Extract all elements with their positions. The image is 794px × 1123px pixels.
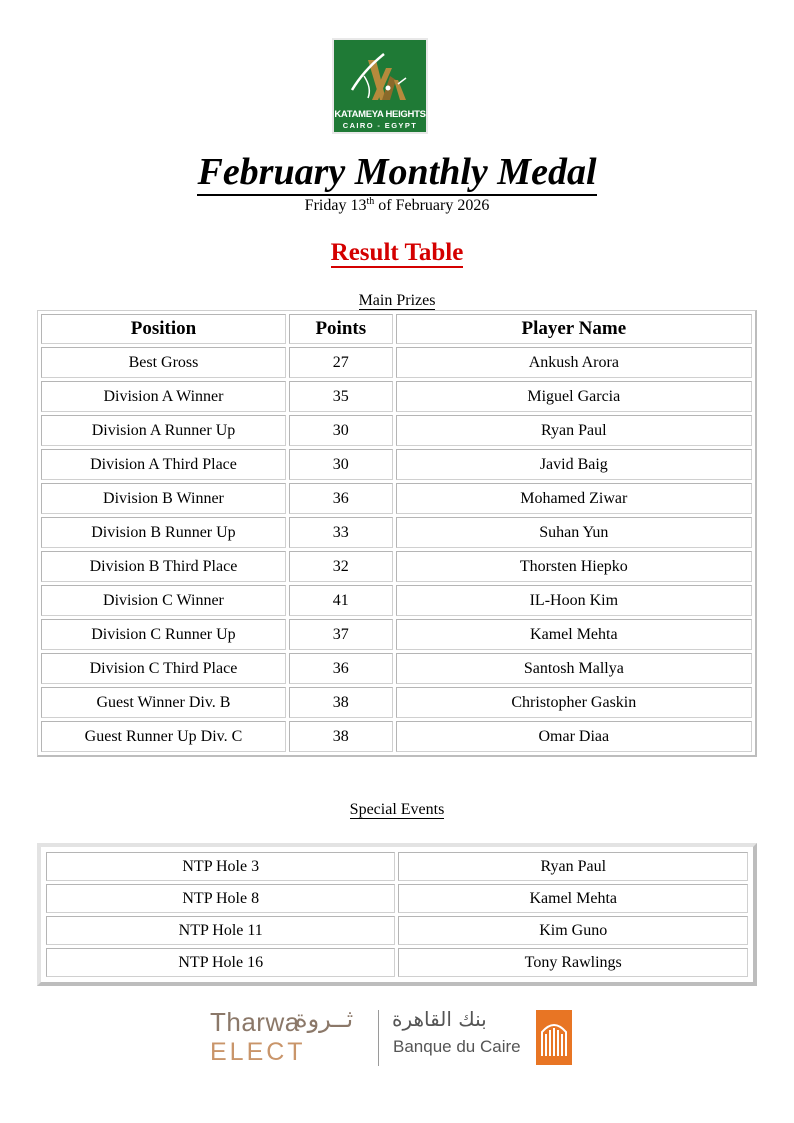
- logo-text: KATAMEYA HEIGHTS: [334, 109, 426, 120]
- table-row: [41, 721, 752, 752]
- points-cell: 30: [289, 449, 393, 480]
- player-name-cell: Thorsten Hiepko: [396, 551, 752, 582]
- table-row: [46, 884, 748, 913]
- position-cell: Guest Runner Up Div. C: [41, 721, 286, 752]
- position-cell: Division C Runner Up: [41, 619, 286, 650]
- tharwa-arabic-text: ثــروة: [295, 1005, 354, 1033]
- special-events-table: [37, 843, 757, 986]
- bank-arabic-text: بنك القاهرة: [392, 1007, 487, 1031]
- player-name-cell: Javid Baig: [396, 449, 752, 480]
- column-header-position: Position: [41, 314, 286, 344]
- position-cell: Division B Winner: [41, 483, 286, 514]
- position-cell: Division A Runner Up: [41, 415, 286, 446]
- event-cell: NTP Hole 3: [46, 852, 395, 881]
- bank-english-text: Banque du Caire: [393, 1037, 521, 1056]
- points-cell: 41: [289, 585, 393, 616]
- player-name-cell: Miguel Garcia: [396, 381, 752, 412]
- position-cell: Division C Third Place: [41, 653, 286, 684]
- sponsor-divider: [378, 1010, 379, 1066]
- points-cell: 36: [289, 653, 393, 684]
- table-row: [41, 415, 752, 446]
- points-cell: 38: [289, 687, 393, 718]
- table-row: [41, 585, 752, 616]
- table-row: [41, 381, 752, 412]
- page-title: [0, 150, 794, 194]
- player-name-cell: Mohamed Ziwar: [396, 483, 752, 514]
- tharwa-logo-text: Tharwa: [210, 1007, 300, 1037]
- position-cell: Division A Winner: [41, 381, 286, 412]
- table-row: [41, 687, 752, 718]
- event-date-suffix: th: [366, 196, 375, 207]
- position-cell: Division A Third Place: [41, 449, 286, 480]
- position-cell: Division B Third Place: [41, 551, 286, 582]
- points-cell: 36: [289, 483, 393, 514]
- player-name-cell: Ankush Arora: [396, 347, 752, 378]
- result-table-heading: [0, 238, 794, 268]
- winner-cell: Ryan Paul: [398, 852, 748, 881]
- points-cell: 35: [289, 381, 393, 412]
- table-row: [46, 852, 748, 881]
- table-row: [46, 948, 748, 977]
- table-header-row: [41, 314, 752, 344]
- winner-cell: Tony Rawlings: [398, 948, 748, 977]
- page-title-text: February Monthly Medal: [197, 151, 596, 196]
- player-name-cell: Christopher Gaskin: [396, 687, 752, 718]
- elect-logo-text: ELECT: [210, 1038, 306, 1066]
- main-prizes-table: [37, 310, 757, 757]
- main-prizes-label: [0, 291, 794, 311]
- event-date-day: Friday 13: [304, 197, 367, 214]
- column-header-points: Points: [289, 314, 393, 344]
- player-name-cell: Santosh Mallya: [396, 653, 752, 684]
- event-cell: NTP Hole 8: [46, 884, 395, 913]
- position-cell: Division B Runner Up: [41, 517, 286, 548]
- club-logo: [332, 38, 428, 134]
- table-row: [41, 517, 752, 548]
- special-events-label: [0, 800, 794, 820]
- event-date-rest: of February 2026: [374, 197, 490, 214]
- points-cell: 38: [289, 721, 393, 752]
- table-row: [41, 347, 752, 378]
- points-cell: 32: [289, 551, 393, 582]
- position-cell: Guest Winner Div. B: [41, 687, 286, 718]
- table-row: [46, 916, 748, 945]
- bank-emblem-icon: [536, 1010, 572, 1065]
- table-row: [41, 551, 752, 582]
- winner-cell: Kamel Mehta: [398, 884, 748, 913]
- main-prizes-label-text: Main Prizes: [358, 292, 436, 309]
- table-row: [41, 619, 752, 650]
- event-date: [0, 196, 794, 216]
- event-cell: NTP Hole 16: [46, 948, 395, 977]
- logo-subtext: CAIRO - EGYPT: [342, 121, 418, 130]
- points-cell: 30: [289, 415, 393, 446]
- special-events-label-text: Special Events: [349, 801, 445, 818]
- table-row: [41, 483, 752, 514]
- event-cell: NTP Hole 11: [46, 916, 395, 945]
- table-row: [41, 449, 752, 480]
- player-name-cell: Omar Diaa: [396, 721, 752, 752]
- player-name-cell: Suhan Yun: [396, 517, 752, 548]
- player-name-cell: IL-Hoon Kim: [396, 585, 752, 616]
- points-cell: 27: [289, 347, 393, 378]
- result-table-heading-text: Result Table: [330, 239, 464, 266]
- position-cell: Best Gross: [41, 347, 286, 378]
- winner-cell: Kim Guno: [398, 916, 748, 945]
- table-row: [41, 653, 752, 684]
- position-cell: Division C Winner: [41, 585, 286, 616]
- points-cell: 33: [289, 517, 393, 548]
- player-name-cell: Ryan Paul: [396, 415, 752, 446]
- column-header-player-name: Player Name: [396, 314, 752, 344]
- player-name-cell: Kamel Mehta: [396, 619, 752, 650]
- points-cell: 37: [289, 619, 393, 650]
- sponsor-logos: [200, 1000, 580, 1075]
